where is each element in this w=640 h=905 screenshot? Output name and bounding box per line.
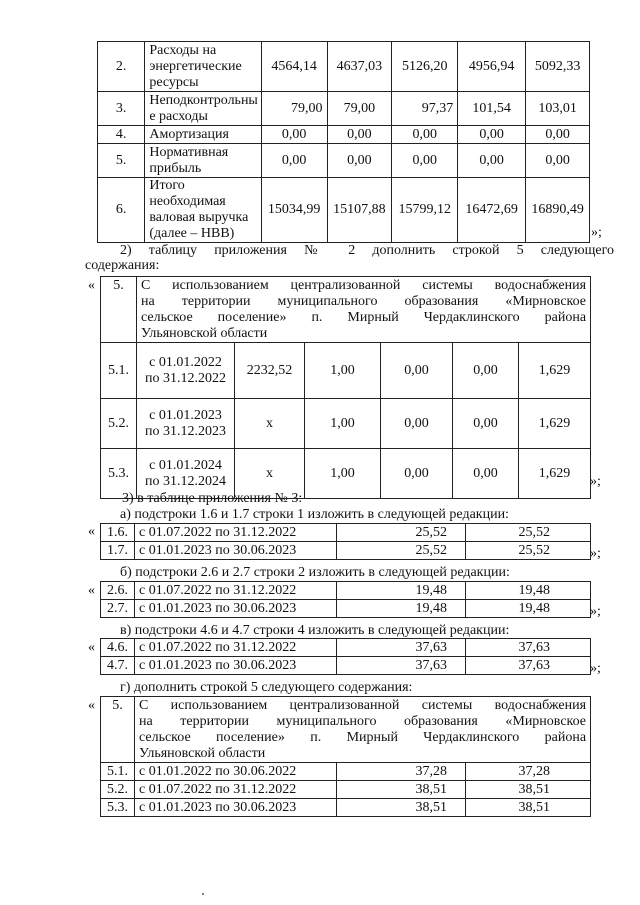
table-b (100, 581, 591, 618)
cell: 37,63 (466, 657, 591, 675)
cell: 0,00 (392, 144, 458, 178)
table-row (101, 277, 591, 343)
cell: 101,54 (458, 92, 526, 126)
cell: 2232,52 (235, 343, 305, 399)
cell: 19,48 (337, 600, 466, 618)
table-row (101, 582, 591, 600)
period: с 01.01.2023 по 30.06.2023 (135, 799, 337, 817)
cell: 1,629 (519, 399, 591, 449)
closing-quote: »; (590, 661, 601, 676)
row-number: 6. (98, 178, 145, 243)
row-number: 5.2. (101, 781, 135, 799)
opening-quote: « (88, 583, 95, 598)
paragraph: 3) в таблице приложения № 3: (122, 491, 303, 506)
cell: 1,00 (305, 449, 381, 499)
paragraph: б) подстроки 2.6 и 2.7 строки 2 изложить в следующей редакции: (120, 565, 510, 580)
cell: 0,00 (458, 144, 526, 178)
cell: 25,52 (466, 542, 591, 560)
cell: 0,00 (261, 144, 327, 178)
cell: 37,28 (466, 763, 591, 781)
cell: 25,52 (337, 524, 466, 542)
cell: 25,52 (466, 524, 591, 542)
cell: 0,00 (327, 144, 392, 178)
row-number: 5.3. (101, 799, 135, 817)
cell: 25,52 (337, 542, 466, 560)
table-nvv (97, 41, 590, 243)
cell: 103,01 (526, 92, 590, 126)
table-row (101, 657, 591, 675)
paragraph: в) подстроки 4.6 и 4.7 строки 4 изложить в следующей редакции: (120, 623, 510, 638)
opening-quote: « (88, 278, 95, 293)
cell: 0,00 (458, 126, 526, 144)
opening-quote: « (88, 524, 95, 539)
row-number: 2.6. (101, 582, 135, 600)
row-name: Итого необходимая валовая выручка (далее – НВВ) (145, 178, 261, 243)
cell: 79,00 (261, 92, 327, 126)
period: с 01.01.2023 по 31.12.2023 (137, 399, 235, 449)
cell: 15034,99 (261, 178, 327, 243)
cell: 37,63 (337, 639, 466, 657)
cell: 1,00 (305, 343, 381, 399)
row-name: Расходы на энергетические ресурсы (145, 42, 261, 92)
row-number: 2.7. (101, 600, 135, 618)
row-name: Амортизация (145, 126, 261, 144)
table-c (100, 638, 591, 675)
cell: х (235, 399, 305, 449)
period: с 01.01.2023 по 30.06.2023 (135, 542, 337, 560)
cell: 0,00 (453, 399, 519, 449)
table-row (101, 600, 591, 618)
cell: 37,63 (337, 657, 466, 675)
cell: 0,00 (453, 449, 519, 499)
row-number: 2. (98, 42, 145, 92)
table-row (101, 799, 591, 817)
cell: 38,51 (337, 781, 466, 799)
row-name: С использованием централизованной системы водоснабжения на территории муниципального образования «Мирновское сельское поселение» п. Мирный Чердаклинского района Ульяновской области (135, 697, 591, 763)
row-number: 5. (101, 277, 137, 343)
period: с 01.07.2022 по 31.12.2022 (135, 781, 337, 799)
table-d (100, 696, 591, 817)
paragraph: 2) таблицу приложения № 2 дополнить строкой 5 следующего (120, 243, 614, 258)
cell: 1,629 (519, 449, 591, 499)
cell: 0,00 (381, 449, 453, 499)
table-row (98, 126, 590, 144)
opening-quote: « (88, 640, 95, 655)
cell: 5092,33 (526, 42, 590, 92)
period: с 01.01.2023 по 30.06.2023 (135, 600, 337, 618)
table-row (101, 697, 591, 763)
table-row (98, 144, 590, 178)
cell: 37,63 (466, 639, 591, 657)
cell: 38,51 (466, 799, 591, 817)
row-number: 4.7. (101, 657, 135, 675)
period: с 01.07.2022 по 31.12.2022 (135, 582, 337, 600)
cell: 38,51 (337, 799, 466, 817)
table-row (98, 92, 590, 126)
closing-quote: »; (591, 225, 602, 240)
cell: 37,28 (337, 763, 466, 781)
table-appendix-2 (100, 276, 591, 499)
cell: 19,48 (337, 582, 466, 600)
period: с 01.07.2022 по 31.12.2022 (135, 639, 337, 657)
period: с 01.07.2022 по 31.12.2022 (135, 524, 337, 542)
closing-quote: »; (590, 546, 601, 561)
row-number: 5.1. (101, 763, 135, 781)
table-row (101, 639, 591, 657)
cell: 0,00 (526, 144, 590, 178)
row-name: Неподконтрольны е расходы (145, 92, 261, 126)
scan-speck (202, 893, 204, 895)
cell: 38,51 (466, 781, 591, 799)
cell: 0,00 (381, 343, 453, 399)
closing-quote: »; (590, 604, 601, 619)
paragraph: а) подстроки 1.6 и 1.7 строки 1 изложить в следующей редакции: (120, 507, 509, 522)
cell: 79,00 (327, 92, 392, 126)
cell: 0,00 (526, 126, 590, 144)
period: с 01.01.2023 по 30.06.2023 (135, 657, 337, 675)
table-row (101, 524, 591, 542)
cell: 19,48 (466, 600, 591, 618)
cell: 0,00 (381, 399, 453, 449)
period: с 01.01.2022 по 30.06.2022 (135, 763, 337, 781)
row-number: 5. (101, 697, 135, 763)
cell: 4564,14 (261, 42, 327, 92)
row-number: 5.1. (101, 343, 137, 399)
row-number: 5.2. (101, 399, 137, 449)
row-number: 5. (98, 144, 145, 178)
cell: 15799,12 (392, 178, 458, 243)
table-row (101, 399, 591, 449)
paragraph: г) дополнить строкой 5 следующего содержания: (120, 680, 413, 695)
table-row (101, 763, 591, 781)
cell: 15107,88 (327, 178, 392, 243)
row-name: Нормативная прибыль (145, 144, 261, 178)
row-number: 3. (98, 92, 145, 126)
closing-quote: »; (590, 474, 601, 489)
row-number: 5.3. (101, 449, 137, 499)
row-number: 1.7. (101, 542, 135, 560)
row-number: 4. (98, 126, 145, 144)
opening-quote: « (88, 698, 95, 713)
cell: 0,00 (453, 343, 519, 399)
cell: 16472,69 (458, 178, 526, 243)
period: с 01.01.2022 по 31.12.2022 (137, 343, 235, 399)
cell: 5126,20 (392, 42, 458, 92)
row-number: 1.6. (101, 524, 135, 542)
period: с 01.01.2024 по 31.12.2024 (137, 449, 235, 499)
table-row (98, 178, 590, 243)
table-row (101, 542, 591, 560)
cell: 97,37 (392, 92, 458, 126)
cell: 0,00 (261, 126, 327, 144)
cell: 0,00 (392, 126, 458, 144)
cell: 0,00 (327, 126, 392, 144)
table-row (98, 42, 590, 92)
table-row (101, 343, 591, 399)
row-number: 4.6. (101, 639, 135, 657)
row-name: С использованием централизованной системы водоснабжения на территории муниципального образования «Мирновское сельское поселение» п. Мирный Чердаклинского района Ульяновской области (137, 277, 591, 343)
table-row (101, 781, 591, 799)
cell: 16890,49 (526, 178, 590, 243)
cell: 1,629 (519, 343, 591, 399)
paragraph: содержания: (85, 258, 160, 273)
cell: 4956,94 (458, 42, 526, 92)
cell: 19,48 (466, 582, 591, 600)
table-a (100, 523, 591, 560)
cell: 4637,03 (327, 42, 392, 92)
cell: 1,00 (305, 399, 381, 449)
cell: х (235, 449, 305, 499)
